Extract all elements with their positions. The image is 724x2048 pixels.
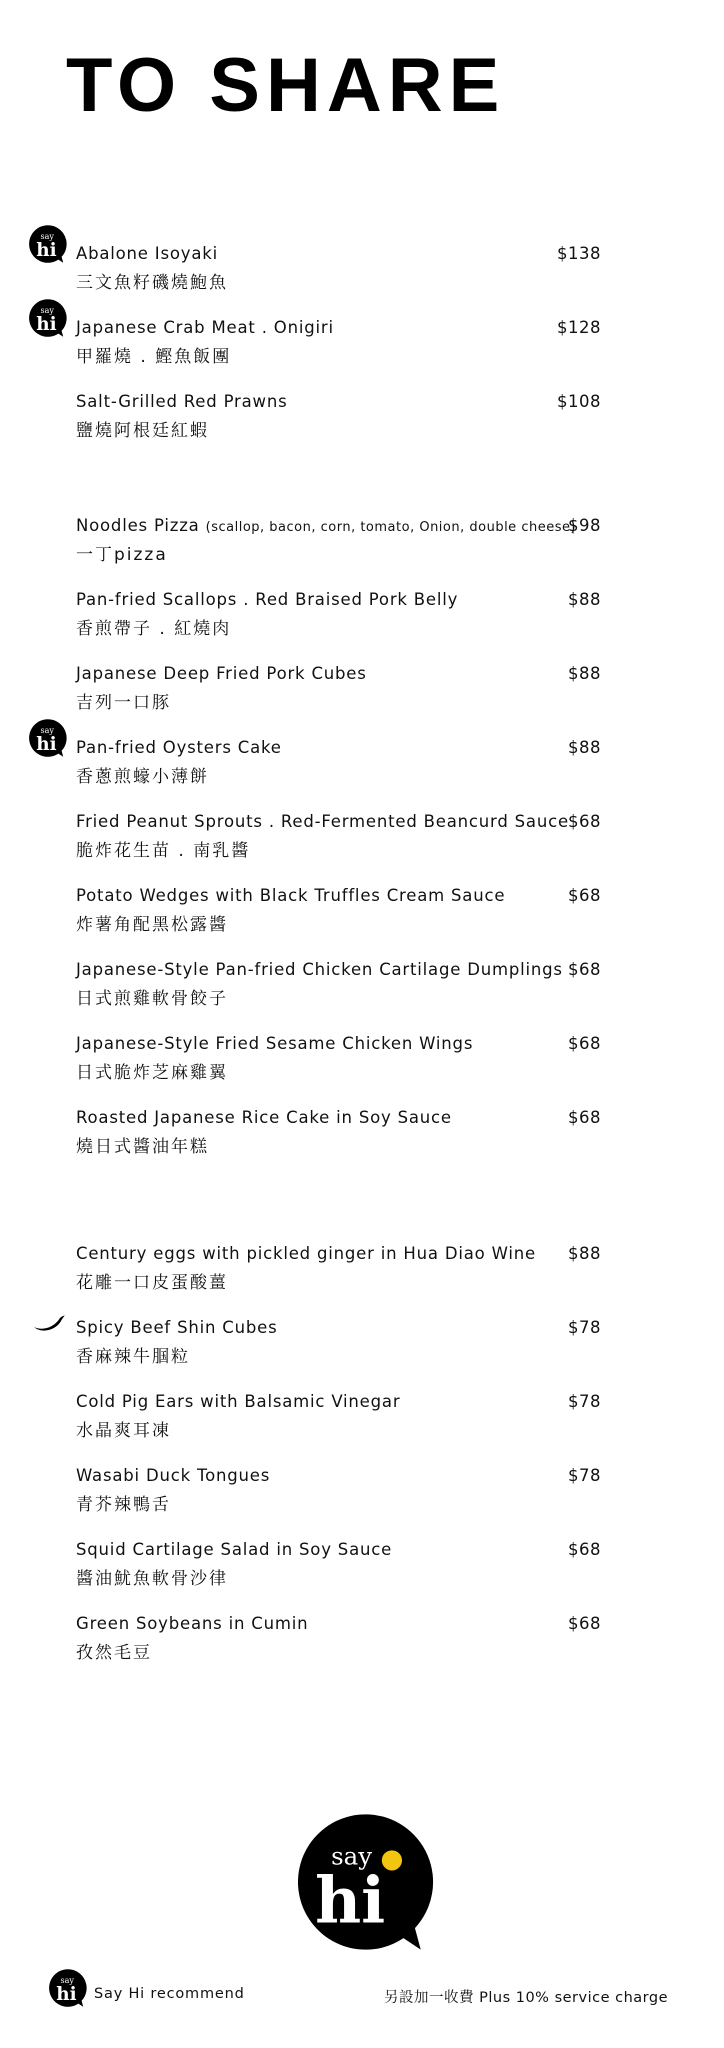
dish-name-chinese: 日式煎雞軟骨餃子 bbox=[76, 989, 228, 1009]
dish-name-chinese: 青芥辣鴨舌 bbox=[76, 1495, 171, 1515]
dish-name: Fried Peanut Sprouts . Red-Fermented Beancurd Sauce bbox=[76, 812, 569, 831]
dish-name: Salt-Grilled Red Prawns bbox=[76, 392, 288, 411]
dish-price: $68 bbox=[568, 1108, 601, 1127]
menu-item bbox=[0, 1610, 724, 1684]
dish-name-chinese: 一丁pizza bbox=[76, 545, 168, 565]
dish-price: $98 bbox=[568, 516, 601, 535]
dish-price: $128 bbox=[557, 318, 601, 337]
dish-name: Pan-fried Scallops . Red Braised Pork Belly bbox=[76, 590, 459, 609]
say-hi-logo bbox=[294, 1810, 438, 1954]
dish-name: Japanese-Style Pan-fried Chicken Cartilage Dumplings bbox=[76, 960, 563, 979]
dish-price: $68 bbox=[568, 1540, 601, 1559]
svg-text:hi: hi bbox=[56, 1984, 77, 2005]
dish-name: Spicy Beef Shin Cubes bbox=[76, 1318, 278, 1337]
menu-item bbox=[0, 726, 724, 808]
menu-item bbox=[0, 1462, 724, 1536]
dish-name: Cold Pig Ears with Balsamic Vinegar bbox=[76, 1392, 401, 1411]
dish-name: Wasabi Duck Tongues bbox=[76, 1466, 271, 1485]
dish-name-chinese: 三文魚籽磯燒鮑魚 bbox=[76, 273, 228, 293]
menu-item bbox=[0, 232, 724, 314]
dish-price: $88 bbox=[568, 1244, 601, 1263]
svg-text:say: say bbox=[40, 726, 54, 736]
dish-name-chinese: 甲羅燒 . 鰹魚飯團 bbox=[76, 347, 232, 367]
dish-name-chinese: 日式脆炸芝麻雞翼 bbox=[76, 1063, 228, 1083]
dish-name: Abalone Isoyaki bbox=[76, 244, 218, 263]
chili-spicy-icon bbox=[32, 1312, 66, 1334]
dish-name: Squid Cartilage Salad in Soy Sauce bbox=[76, 1540, 393, 1559]
dish-price: $88 bbox=[568, 664, 601, 683]
dish-name-chinese: 香蔥煎蠔小薄餅 bbox=[76, 767, 209, 787]
menu-section-2 bbox=[0, 512, 724, 1178]
dish-name: Japanese Crab Meat . Onigiri bbox=[76, 318, 334, 337]
dish-name-chinese: 香麻辣牛腘粒 bbox=[76, 1347, 190, 1367]
svg-text:hi: hi bbox=[36, 314, 57, 335]
dish-name-chinese: 吉列一口豚 bbox=[76, 693, 171, 713]
svg-text:hi: hi bbox=[36, 734, 57, 755]
menu-item bbox=[0, 1314, 724, 1388]
dish-name: Green Soybeans in Cumin bbox=[76, 1614, 309, 1633]
dish-price: $68 bbox=[568, 886, 601, 905]
dish-name: Roasted Japanese Rice Cake in Soy Sauce bbox=[76, 1108, 452, 1127]
menu-section-3 bbox=[0, 1240, 724, 1684]
dish-name-chinese: 燒日式醬油年糕 bbox=[76, 1137, 209, 1157]
menu-item bbox=[0, 1104, 724, 1178]
dish-price: $78 bbox=[568, 1318, 601, 1337]
dish-name-chinese: 花雕一口皮蛋酸薑 bbox=[76, 1273, 228, 1293]
logo-hi-text: hi bbox=[315, 1863, 386, 1938]
menu-item bbox=[0, 660, 724, 734]
menu-item bbox=[0, 808, 724, 882]
dish-price: $78 bbox=[568, 1392, 601, 1411]
logo-say-text: say bbox=[331, 1841, 373, 1871]
svg-text:say: say bbox=[40, 232, 54, 242]
dish-price: $68 bbox=[568, 1614, 601, 1633]
dish-price: $88 bbox=[568, 738, 601, 757]
dish-price: $68 bbox=[568, 1034, 601, 1053]
page-title: TO SHARE bbox=[66, 43, 506, 128]
dish-price: $138 bbox=[557, 244, 601, 263]
dish-price: $68 bbox=[568, 960, 601, 979]
menu-item bbox=[0, 586, 724, 660]
menu-item bbox=[0, 512, 724, 586]
dish-price: $108 bbox=[557, 392, 601, 411]
menu-item bbox=[0, 882, 724, 956]
menu-section-1 bbox=[0, 232, 724, 462]
dish-name-chinese: 醬油魷魚軟骨沙律 bbox=[76, 1569, 228, 1589]
footer bbox=[0, 1968, 724, 2008]
say-hi-recommend-icon bbox=[28, 298, 68, 338]
dish-note: (scallop, bacon, corn, tomato, Onion, double cheese) bbox=[205, 520, 577, 535]
menu-item bbox=[0, 306, 724, 388]
dish-name-chinese: 孜然毛豆 bbox=[76, 1643, 152, 1663]
svg-text:hi: hi bbox=[36, 240, 57, 261]
say-hi-recommend-icon bbox=[28, 224, 68, 264]
dish-name-chinese: 香煎帶子 . 紅燒肉 bbox=[76, 619, 232, 639]
dish-name-chinese: 鹽燒阿根廷紅蝦 bbox=[76, 421, 209, 441]
svg-text:say: say bbox=[40, 306, 54, 316]
dish-name: Noodles Pizza (scallop, bacon, corn, tomato, Onion, double cheese) bbox=[76, 516, 577, 535]
dish-price: $78 bbox=[568, 1466, 601, 1485]
service-charge-note: 另設加一收費 Plus 10% service charge bbox=[384, 1990, 668, 2006]
dish-name: Potato Wedges with Black Truffles Cream Sauce bbox=[76, 886, 506, 905]
say-hi-recommend-icon bbox=[28, 718, 68, 758]
dish-name: Pan-fried Oysters Cake bbox=[76, 738, 282, 757]
svg-text:say: say bbox=[60, 1976, 74, 1986]
dish-name: Japanese-Style Fried Sesame Chicken Wings bbox=[76, 1034, 474, 1053]
dish-name: Century eggs with pickled ginger in Hua Diao Wine bbox=[76, 1244, 536, 1263]
menu-item bbox=[0, 956, 724, 1030]
say-hi-recommend-icon bbox=[48, 1968, 88, 2008]
dish-name-chinese: 水晶爽耳凍 bbox=[76, 1421, 171, 1441]
dish-name-chinese: 炸薯角配黑松露醬 bbox=[76, 915, 228, 935]
dish-name: Japanese Deep Fried Pork Cubes bbox=[76, 664, 367, 683]
menu-item bbox=[0, 1030, 724, 1104]
dish-price: $68 bbox=[568, 812, 601, 831]
say-hi-recommend-label: Say Hi recommend bbox=[94, 1986, 245, 2002]
dish-name-chinese: 脆炸花生苗 . 南乳醬 bbox=[76, 841, 251, 861]
menu-item bbox=[0, 1536, 724, 1610]
menu-item bbox=[0, 1240, 724, 1314]
dish-price: $88 bbox=[568, 590, 601, 609]
menu-item bbox=[0, 1388, 724, 1462]
menu-item bbox=[0, 388, 724, 462]
